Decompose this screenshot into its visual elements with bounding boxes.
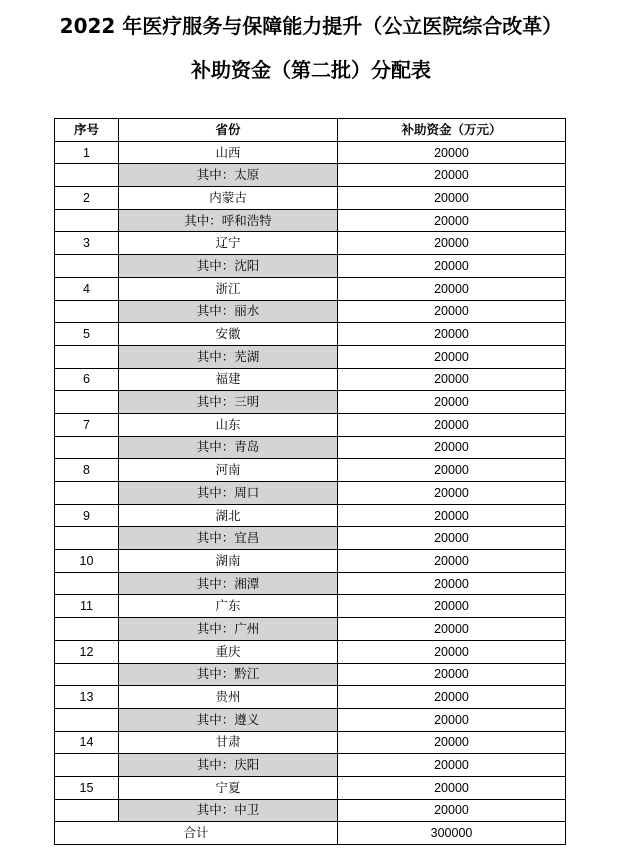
row-amount: 20000 (338, 436, 566, 459)
row-city: 其中：黔江 (119, 663, 338, 686)
row-no: 6 (55, 368, 119, 391)
table-row (55, 323, 566, 346)
row-no (55, 436, 119, 459)
row-no (55, 572, 119, 595)
row-no: 11 (55, 595, 119, 618)
row-province: 重庆 (119, 640, 338, 663)
row-no (55, 663, 119, 686)
row-no: 13 (55, 686, 119, 709)
row-no: 14 (55, 731, 119, 754)
row-city: 其中：青岛 (119, 436, 338, 459)
row-no (55, 708, 119, 731)
row-amount: 20000 (338, 164, 566, 187)
row-no (55, 255, 119, 278)
row-no: 10 (55, 550, 119, 573)
table-row (55, 277, 566, 300)
row-no: 9 (55, 504, 119, 527)
table-row (55, 550, 566, 573)
total-row (55, 822, 566, 845)
table-body (55, 141, 566, 822)
row-no: 15 (55, 776, 119, 799)
row-city: 其中：宜昌 (119, 527, 338, 550)
table-row (55, 345, 566, 368)
row-no: 3 (55, 232, 119, 255)
document-title-line-1: 2022 年医疗服务与保障能力提升（公立医院综合改革） (59, 14, 563, 38)
row-city: 其中：周口 (119, 482, 338, 505)
row-province: 湖北 (119, 504, 338, 527)
row-province: 广东 (119, 595, 338, 618)
row-amount: 20000 (338, 323, 566, 346)
table-row (55, 436, 566, 459)
row-province: 山东 (119, 413, 338, 436)
row-no (55, 164, 119, 187)
header-province: 省份 (119, 119, 338, 142)
row-city: 其中：遵义 (119, 708, 338, 731)
row-amount: 20000 (338, 663, 566, 686)
table-row (55, 482, 566, 505)
row-amount: 20000 (338, 368, 566, 391)
row-amount: 20000 (338, 776, 566, 799)
table-row (55, 232, 566, 255)
row-province: 安徽 (119, 323, 338, 346)
table-row (55, 640, 566, 663)
table-row (55, 459, 566, 482)
row-city: 其中：中卫 (119, 799, 338, 822)
row-amount: 20000 (338, 459, 566, 482)
header-amount: 补助资金（万元） (338, 119, 566, 142)
row-no (55, 300, 119, 323)
table-row (55, 368, 566, 391)
row-city: 其中：庆阳 (119, 754, 338, 777)
total-amount: 300000 (338, 822, 566, 845)
row-city: 其中：太原 (119, 164, 338, 187)
row-city: 其中：呼和浩特 (119, 209, 338, 232)
row-amount: 20000 (338, 572, 566, 595)
row-amount: 20000 (338, 708, 566, 731)
row-no (55, 799, 119, 822)
table-row (55, 141, 566, 164)
row-no (55, 482, 119, 505)
row-amount: 20000 (338, 731, 566, 754)
row-amount: 20000 (338, 391, 566, 414)
table-row (55, 255, 566, 278)
table-row (55, 663, 566, 686)
table-row (55, 731, 566, 754)
row-no: 8 (55, 459, 119, 482)
row-province: 宁夏 (119, 776, 338, 799)
row-province: 贵州 (119, 686, 338, 709)
table-row (55, 595, 566, 618)
row-no (55, 345, 119, 368)
row-province: 湖南 (119, 550, 338, 573)
row-amount: 20000 (338, 255, 566, 278)
row-no (55, 391, 119, 414)
row-province: 福建 (119, 368, 338, 391)
row-no: 2 (55, 187, 119, 210)
row-province: 甘肃 (119, 731, 338, 754)
row-no: 5 (55, 323, 119, 346)
row-amount: 20000 (338, 413, 566, 436)
row-amount: 20000 (338, 618, 566, 641)
row-city: 其中：三明 (119, 391, 338, 414)
table-row (55, 776, 566, 799)
header-no: 序号 (55, 119, 119, 142)
document-title-line-2: 补助资金（第二批）分配表 (191, 58, 431, 82)
table-row (55, 300, 566, 323)
table-row (55, 504, 566, 527)
total-label: 合计 (55, 822, 338, 845)
row-amount: 20000 (338, 640, 566, 663)
table-row (55, 164, 566, 187)
row-amount: 20000 (338, 187, 566, 210)
table-row (55, 391, 566, 414)
table-header-row (55, 119, 566, 142)
row-amount: 20000 (338, 595, 566, 618)
row-amount: 20000 (338, 345, 566, 368)
table-row (55, 572, 566, 595)
row-province: 内蒙古 (119, 187, 338, 210)
row-no (55, 754, 119, 777)
row-city: 其中：广州 (119, 618, 338, 641)
row-no (55, 527, 119, 550)
table-row (55, 527, 566, 550)
row-city: 其中：芜湖 (119, 345, 338, 368)
row-amount: 20000 (338, 141, 566, 164)
row-amount: 20000 (338, 232, 566, 255)
row-no: 1 (55, 141, 119, 164)
row-province: 辽宁 (119, 232, 338, 255)
row-amount: 20000 (338, 799, 566, 822)
row-no (55, 209, 119, 232)
row-amount: 20000 (338, 482, 566, 505)
table-row (55, 799, 566, 822)
row-no: 12 (55, 640, 119, 663)
allocation-table (54, 118, 566, 845)
row-amount: 20000 (338, 527, 566, 550)
table-row (55, 754, 566, 777)
row-no (55, 618, 119, 641)
row-province: 浙江 (119, 277, 338, 300)
row-amount: 20000 (338, 277, 566, 300)
row-city: 其中：丽水 (119, 300, 338, 323)
row-amount: 20000 (338, 209, 566, 232)
row-city: 其中：湘潭 (119, 572, 338, 595)
row-amount: 20000 (338, 550, 566, 573)
table-row (55, 187, 566, 210)
row-amount: 20000 (338, 504, 566, 527)
row-amount: 20000 (338, 686, 566, 709)
row-province: 山西 (119, 141, 338, 164)
table-row (55, 618, 566, 641)
row-no: 7 (55, 413, 119, 436)
table-row (55, 209, 566, 232)
table-row (55, 413, 566, 436)
row-no: 4 (55, 277, 119, 300)
table-row (55, 686, 566, 709)
table-row (55, 708, 566, 731)
row-amount: 20000 (338, 300, 566, 323)
row-province: 河南 (119, 459, 338, 482)
row-amount: 20000 (338, 754, 566, 777)
row-city: 其中：沈阳 (119, 255, 338, 278)
